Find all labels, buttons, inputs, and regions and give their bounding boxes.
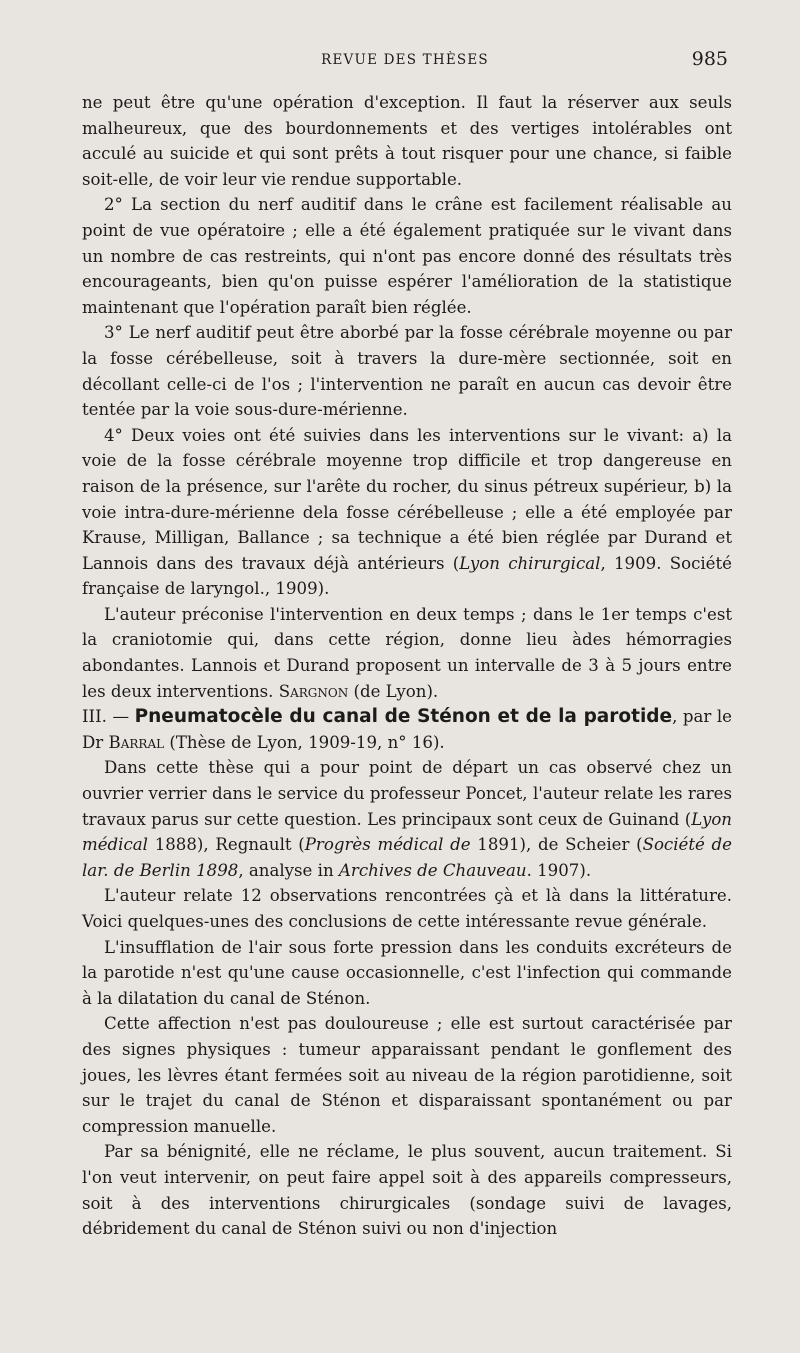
paragraph-2: 2° La section du nerf auditif dans le crâne est facilement réalisable au point de vue opératoire ; elle a été également pratiquée sur le vivant dans un nombre de cas restreints, qui n'ont pas encore donné des résultats très encourageants, bien qu'on puisse espérer l'amélioration de la statistique maintenant que l'opération paraît bien réglée. xyxy=(82,195,732,317)
page-header xyxy=(82,48,728,76)
paragraph-3: 3° Le nerf auditif peut être aborbé par la fosse cérébrale moyenne ou par la fosse cérébelleuse, soit à travers la dure-mère sectionnée, soit en décollant celle-ci de l'os ; l'intervention ne paraît en aucun cas devoir être tentée par la voie sous-dure-mérienne. xyxy=(82,323,732,420)
paragraph-7: L'auteur relate 12 observations rencontrées çà et là dans la littérature. Voici quelques-unes des conclusions de cette intéressante revue générale. xyxy=(82,886,732,931)
section-heading: III. — Pneumatocèle du canal de Sténon et de la parotide, par le Dr Barral (Thèse de Lyon, 1909-19, n° 16). xyxy=(82,706,732,752)
paragraph-5: L'auteur préconise l'intervention en deux temps ; dans le 1er temps c'est la craniotomie qui, dans cette région, donne lieu àdes hémorragies abondantes. Lannois et Durand proposent un intervalle de 3 à 5 jours entre les deux interventions. Sargnon (de Lyon). xyxy=(82,604,732,701)
paragraph-4: 4° Deux voies ont été suivies dans les interventions sur le vivant: a) la voie de la fosse cérébrale moyenne trop difficile et trop dangereuse en raison de la présence, sur l'arête du rocher, du sinus pétreux supérieur, b) la voie intra-dure-mérienne dela fosse cérébelleuse ; elle a été employée par Krause, Milligan, Ballance ; sa technique a été bien réglée par Durand et Lannois dans des travaux déjà antérieurs (Lyon chirurgical, 1909. Société française de laryngol., 1909). xyxy=(82,425,732,599)
article-body xyxy=(82,90,732,1242)
paragraph-6: Dans cette thèse qui a pour point de départ un cas observé chez un ouvrier verrier dans le service du professeur Poncet, l'auteur relate les rares travaux parus sur cette question. Les principaux sont ceux de Guinand (Lyon médical 1888), Regnault (Progrès médical de 1891), de Scheier (Société de lar. de Berlin 1898, analyse in Archives de Chauveau. 1907). xyxy=(82,758,732,880)
paragraph-1: ne peut être qu'une opération d'exception. Il faut la réserver aux seuls malheureux, que des bourdonnements et des vertiges intolérables ont acculé au suicide et qui sont prêts à tout risquer pour une chance, si faible soit-elle, de voir leur vie rendue supportable. xyxy=(82,93,732,189)
page-number: 985 xyxy=(691,48,728,70)
author-name: Barral xyxy=(108,732,165,752)
paragraph-10: Par sa bénignité, elle ne réclame, le plus souvent, aucun traitement. Si l'on veut intervenir, on peut faire appel soit à des appareils compresseurs, soit à des interventions chirurgicales (sondage suivi de lavages, débridement du canal de Sténon suivi ou non d'injection xyxy=(82,1142,732,1239)
section-title: Pneumatocèle du canal de Sténon et de la parotide xyxy=(134,706,673,728)
author-name: Sargnon xyxy=(278,681,349,701)
running-head: REVUE DES THÈSES xyxy=(321,52,489,68)
paragraph-8: L'insufflation de l'air sous forte pression dans les conduits excréteurs de la parotide n'est qu'une cause occasionnelle, c'est l'infection qui commande à la dilatation du canal de Sténon. xyxy=(82,937,732,1008)
journal-ref: Lyon chirurgical xyxy=(459,553,601,573)
paragraph-9: Cette affection n'est pas douloureuse ; elle est surtout caractérisée par des signes physiques : tumeur apparaissant pendant le gonflement des joues, les lèvres étant fermées soit au niveau de la région parotidienne, soit sur le trajet du canal de Sténon et disparaissant spontanément ou par compression manuelle. xyxy=(82,1014,732,1136)
